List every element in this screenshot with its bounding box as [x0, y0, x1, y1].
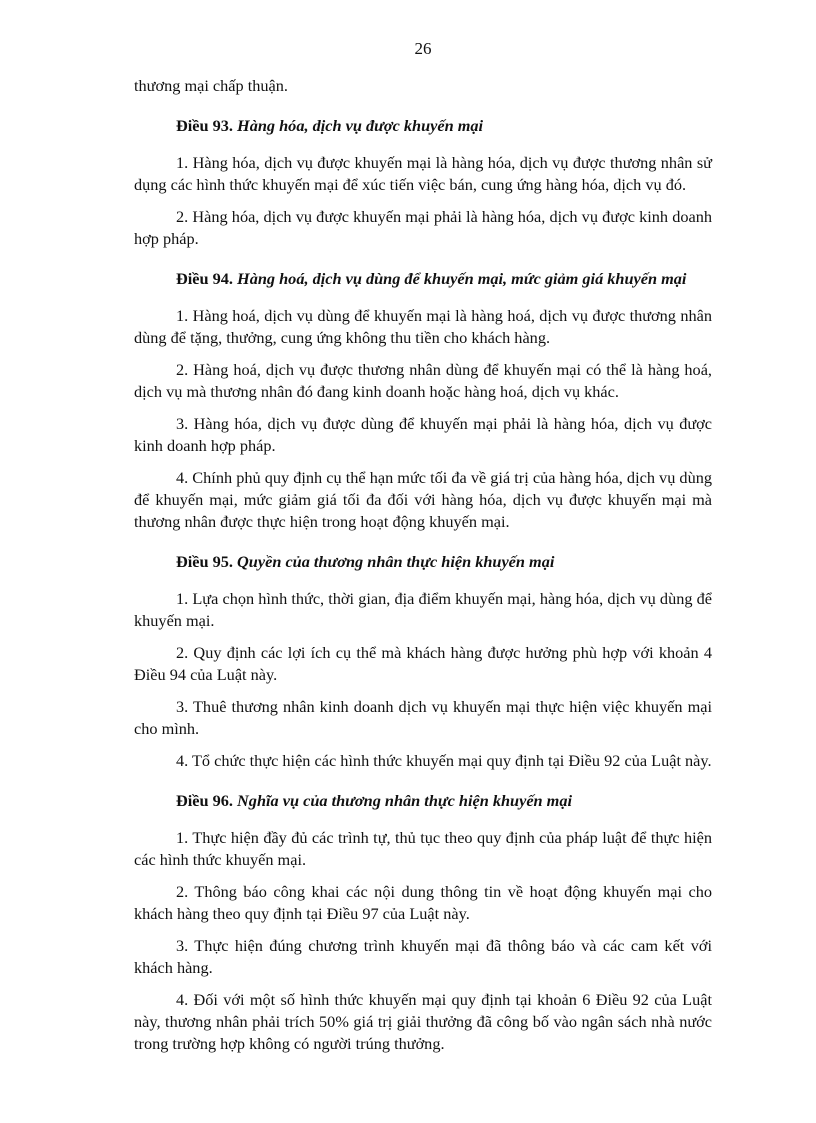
clause: 1. Hàng hoá, dịch vụ dùng để khuyến mại là hàng hoá, dịch vụ được thương nhân dùng để tặng, thưởng, cung ứng không thu tiền cho khách hàng.	[134, 306, 712, 347]
article-title: Nghĩa vụ của thương nhân thực hiện khuyến mại	[232, 791, 573, 810]
article-heading	[134, 268, 712, 290]
article-96	[134, 790, 712, 1055]
clause: 3. Hàng hóa, dịch vụ được dùng để khuyến mại phải là hàng hóa, dịch vụ được kinh doanh hợp pháp.	[134, 414, 712, 455]
clause: 3. Thuê thương nhân kinh doanh dịch vụ khuyến mại thực hiện việc khuyến mại cho mình.	[134, 697, 712, 738]
clause: 1. Hàng hóa, dịch vụ được khuyến mại là hàng hóa, dịch vụ được thương nhân sử dụng các hình thức khuyến mại để xúc tiến việc bán, cung ứng hàng hóa, dịch vụ đó.	[134, 153, 712, 194]
page-number: 26	[414, 39, 432, 58]
article-heading	[134, 115, 712, 137]
article-94	[134, 268, 712, 533]
clause: 2. Quy định các lợi ích cụ thể mà khách hàng được hưởng phù hợp với khoản 4 Điều 94 của Luật này.	[134, 643, 712, 684]
article-title: Quyền của thương nhân thực hiện khuyến mại	[232, 552, 555, 571]
clause: 3. Thực hiện đúng chương trình khuyến mại đã thông báo và các cam kết với khách hàng.	[134, 936, 712, 977]
clause: 4. Tổ chức thực hiện các hình thức khuyến mại quy định tại Điều 92 của Luật này.	[176, 751, 712, 770]
article-number: Điều 94.	[176, 269, 233, 288]
article-number: Điều 96.	[176, 791, 233, 810]
article-heading	[134, 551, 712, 573]
clause: 2. Hàng hóa, dịch vụ được khuyến mại phải là hàng hóa, dịch vụ được kinh doanh hợp pháp.	[134, 207, 712, 248]
article-number: Điều 95.	[176, 552, 233, 571]
article-title: Hàng hoá, dịch vụ dùng để khuyến mại, mức giảm giá khuyến mại	[232, 269, 687, 288]
continuation-text: thương mại chấp thuận.	[134, 76, 288, 95]
page-content	[134, 75, 712, 1065]
clause: 4. Đối với một số hình thức khuyến mại quy định tại khoản 6 Điều 92 của Luật này, thương nhân phải trích 50% giá trị giải thưởng đã công bố vào ngân sách nhà nước trong trường hợp không có người trúng thưởng.	[134, 990, 712, 1053]
clause: 2. Hàng hoá, dịch vụ được thương nhân dùng để khuyến mại có thể là hàng hoá, dịch vụ mà thương nhân đó đang kinh doanh hoặc hàng hoá, dịch vụ khác.	[134, 360, 712, 401]
article-93	[134, 115, 712, 250]
article-number: Điều 93.	[176, 116, 233, 135]
article-heading	[134, 790, 712, 812]
clause: 4. Chính phủ quy định cụ thể hạn mức tối đa về giá trị của hàng hóa, dịch vụ dùng để khuyến mại, mức giảm giá tối đa đối với hàng hóa, dịch vụ được khuyến mại mà thương nhân được thực hiện trong hoạt động khuyến mại.	[134, 468, 712, 531]
clause: 1. Thực hiện đầy đủ các trình tự, thủ tục theo quy định của pháp luật để thực hiện các hình thức khuyến mại.	[134, 828, 712, 869]
article-title: Hàng hóa, dịch vụ được khuyến mại	[232, 116, 484, 135]
clause: 1. Lựa chọn hình thức, thời gian, địa điểm khuyến mại, hàng hóa, dịch vụ dùng để khuyến mại.	[134, 589, 712, 630]
clause: 2. Thông báo công khai các nội dung thông tin về hoạt động khuyến mại cho khách hàng theo quy định tại Điều 97 của Luật này.	[134, 882, 712, 923]
article-95	[134, 551, 712, 772]
